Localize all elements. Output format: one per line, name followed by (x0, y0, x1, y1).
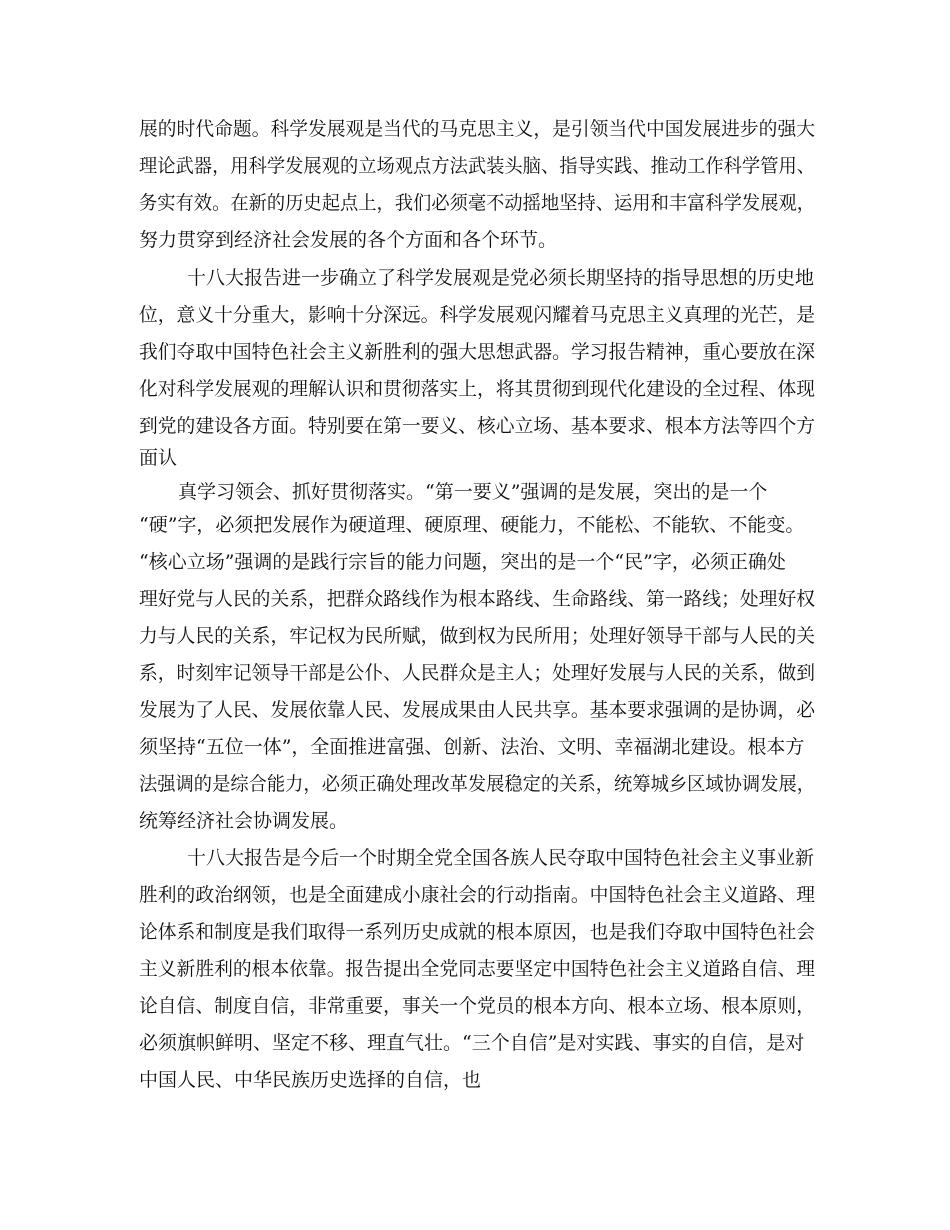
text-line: 位，意义十分重大，影响十分深远。科学发展观闪耀着马克思主义真理的光芒，是 (139, 304, 816, 326)
text-line: 到党的建设各方面。特别要在第一要义、核心立场、基本要求、根本方法等四个方 (139, 415, 816, 437)
text-line: 统筹经济社会协调发展。 (139, 810, 349, 832)
text-line: 真学习领会、抓好贯彻落实。“第一要义”强调的是发展，突出的是一个 (178, 481, 768, 503)
text-line: 须坚持“五位一体”，全面推进富强、创新、法治、文明、幸福湖北建设。根本方 (139, 736, 805, 758)
text-line: “硬”字，必须把发展作为硬道理、硬原理、硬能力，不能松、不能软、不能变。 (139, 514, 805, 536)
text-line: 务实有效。在新的历史起点上，我们必须毫不动摇地坚持、运用和丰富科学发展观， (139, 192, 816, 214)
text-line: 理论武器，用科学发展观的立场观点方法武装头脑、指导实践、推动工作科学管用、 (139, 155, 816, 177)
text-line: “核心立场”强调的是践行宗旨的能力问题，突出的是一个“民”字，必须正确处 (139, 551, 786, 573)
text-line: 理好党与人民的关系，把群众路线作为根本路线、生命路线、第一路线；处理好权 (139, 588, 816, 610)
text-line: 面认 (139, 447, 178, 469)
text-line: 化对科学发展观的理解认识和贯彻落实上，将其贯彻到现代化建设的全过程、体现 (139, 378, 816, 400)
text-line: 必须旗帜鲜明、坚定不移、理直气壮。“三个自信”是对实践、事实的自信，是对 (139, 1032, 805, 1054)
text-line: 努力贯穿到经济社会发展的各个方面和各个环节。 (139, 229, 558, 251)
text-line: 力与人民的关系，牢记权为民所赋，做到权为民所用；处理好领导干部与人民的关 (139, 625, 816, 647)
text-line: 十八大报告进一步确立了科学发展观是党必须长期坚持的指导思想的历史地 (187, 267, 815, 289)
text-line: 发展为了人民、发展依靠人民、发展成果由人民共享。基本要求强调的是协调，必 (139, 699, 816, 721)
text-line: 系，时刻牢记领导干部是公仆、人民群众是主人；处理好发展与人民的关系，做到 (139, 662, 816, 684)
text-line: 我们夺取中国特色社会主义新胜利的强大思想武器。学习报告精神，重心要放在深 (139, 341, 816, 363)
text-line: 展的时代命题。科学发展观是当代的马克思主义，是引领当代中国发展进步的强大 (139, 118, 816, 140)
text-line: 中国人民、中华民族历史选择的自信，也 (139, 1069, 482, 1091)
text-line: 论自信、制度自信，非常重要，事关一个党员的根本方向、根本立场、根本原则， (139, 995, 816, 1017)
text-line: 胜利的政治纲领，也是全面建成小康社会的行动指南。中国特色社会主义道路、理 (139, 884, 816, 906)
text-line: 十八大报告是今后一个时期全党全国各族人民夺取中国特色社会主义事业新 (187, 847, 815, 869)
text-line: 主义新胜利的根本依靠。报告提出全党同志要坚定中国特色社会主义道路自信、理 (139, 958, 816, 980)
text-line: 论体系和制度是我们取得一系列历史成就的根本原因，也是我们夺取中国特色社会 (139, 921, 816, 943)
text-line: 法强调的是综合能力，必须正确处理改革发展稳定的关系，统筹城乡区域协调发展， (139, 773, 816, 795)
